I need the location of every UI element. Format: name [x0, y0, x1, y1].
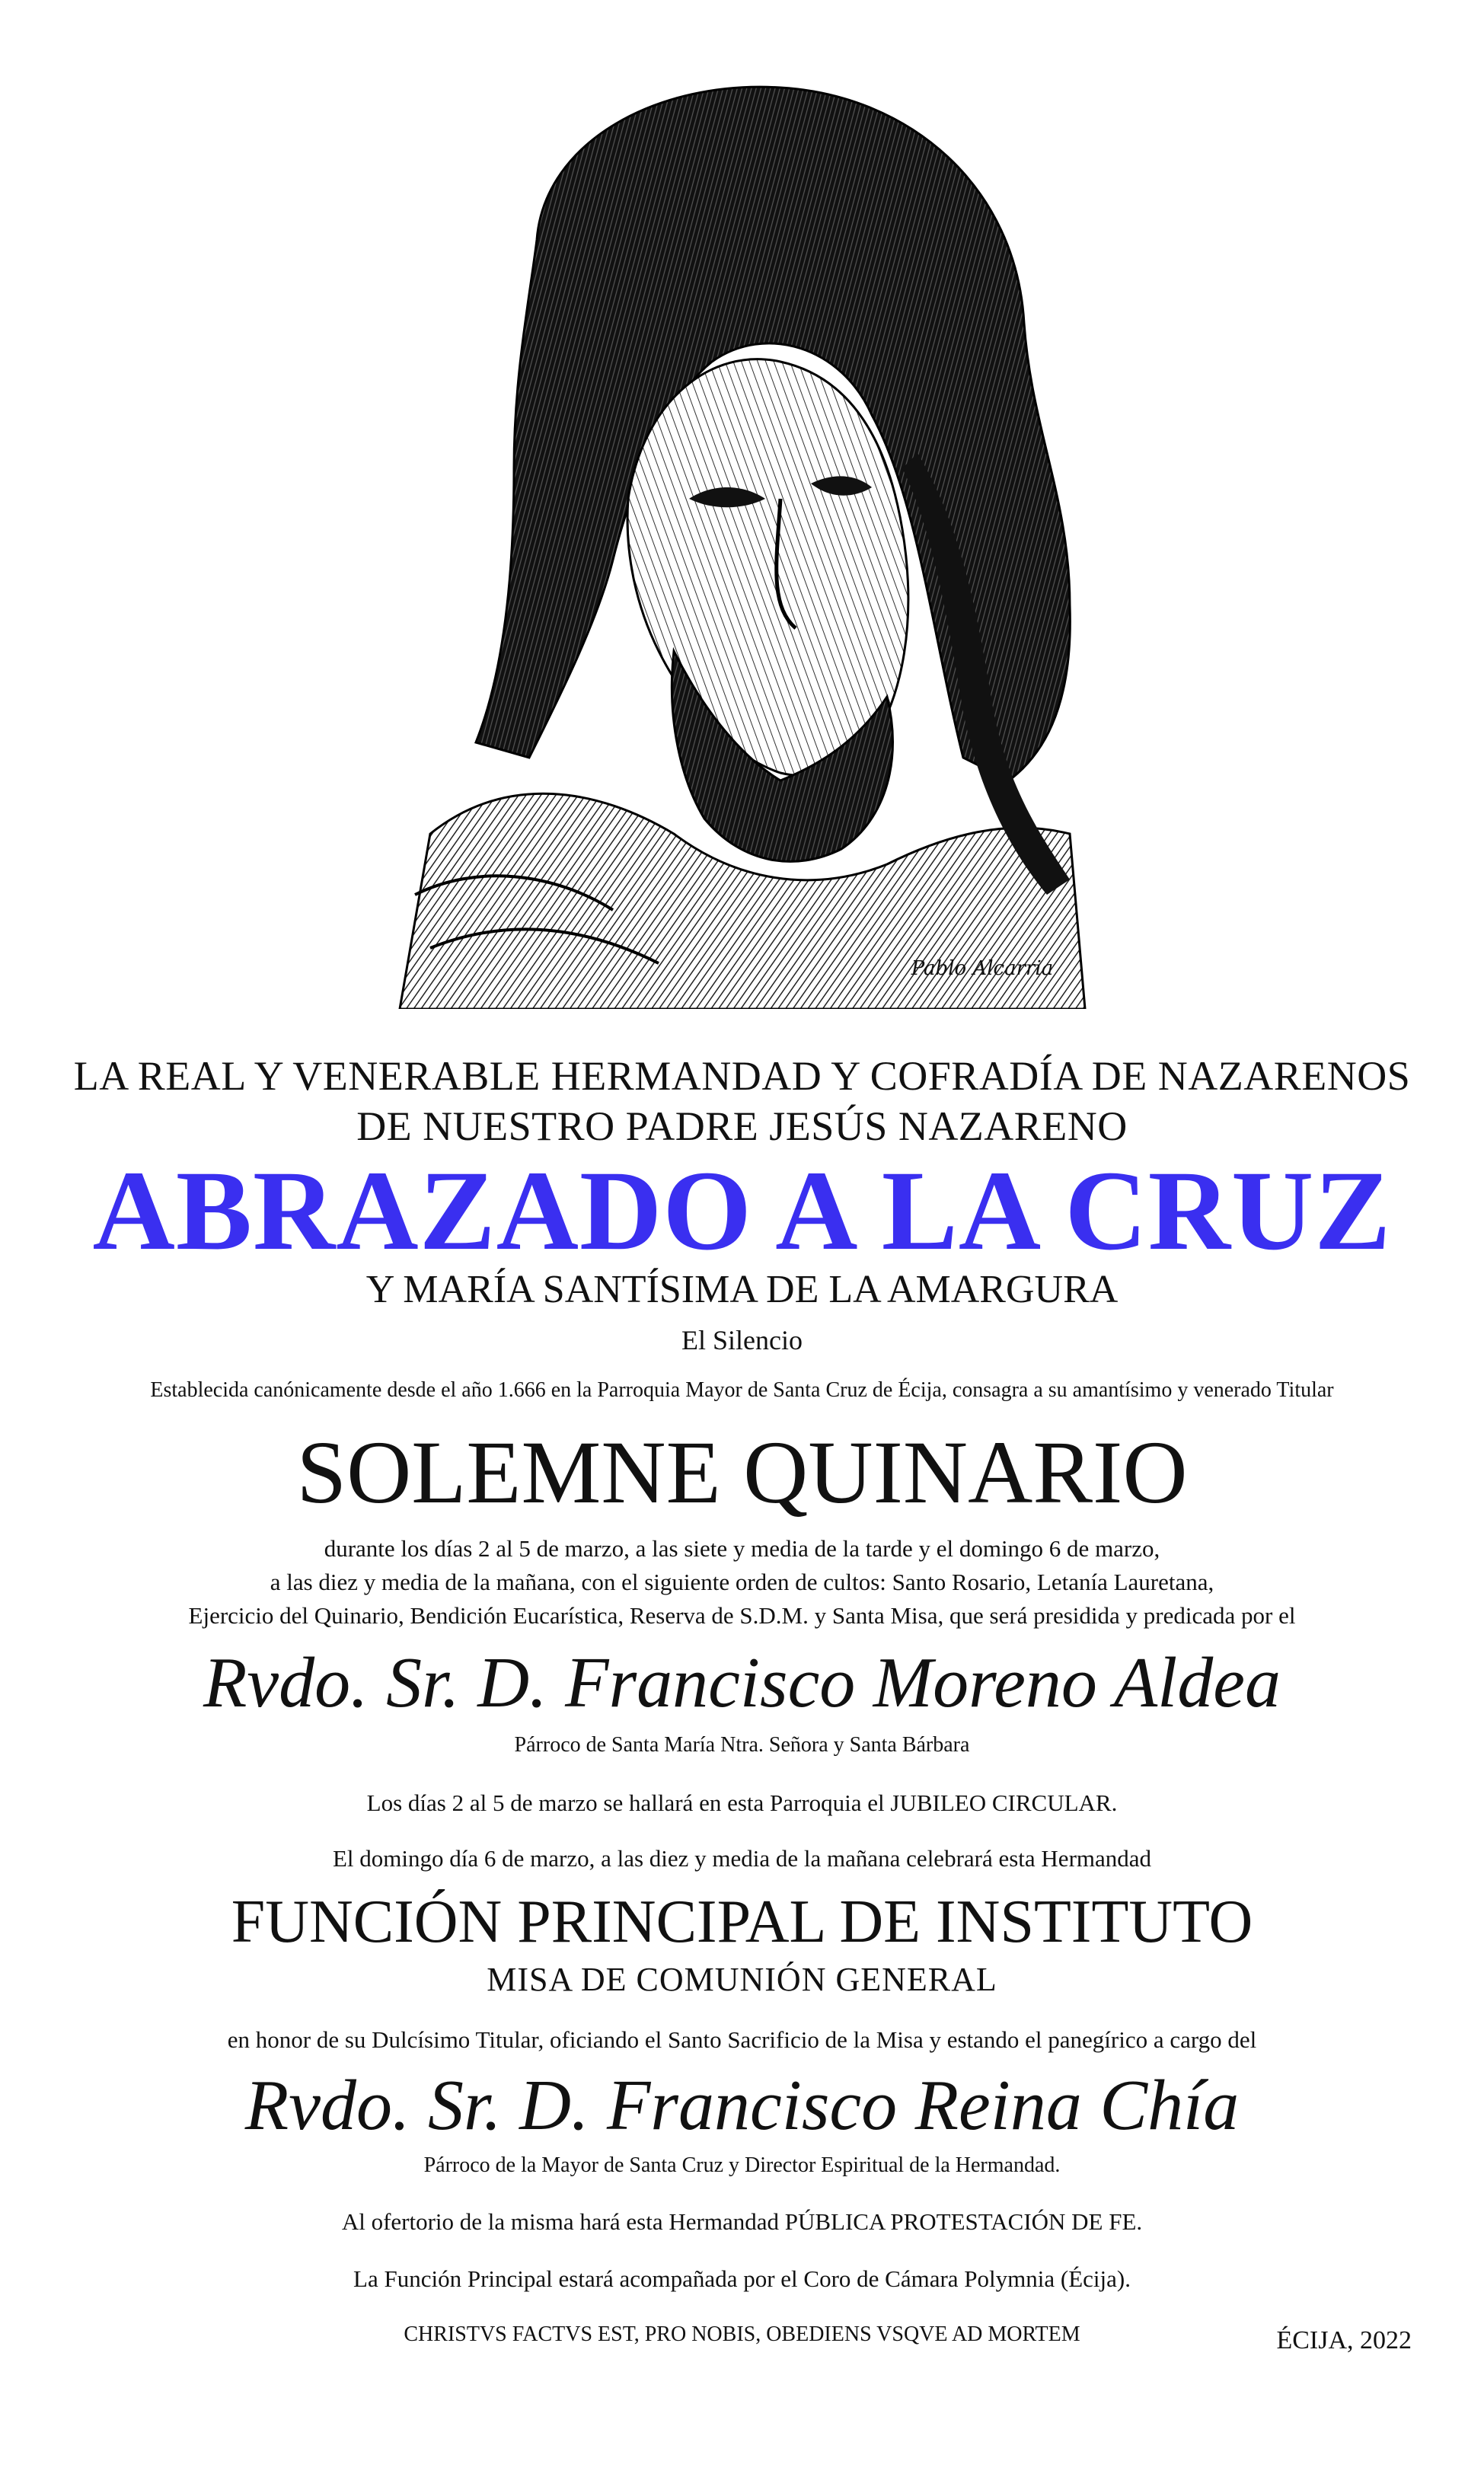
- quinario-preacher-role: Párroco de Santa María Ntra. Señora y Santa Bárbara: [514, 1733, 970, 1757]
- quinario-title: SOLEMNE QUINARIO: [296, 1422, 1188, 1522]
- motto-text: CHRISTVS FACTVS EST, PRO NOBIS, OBEDIENS VSQVE AD MORTEM: [404, 2322, 1080, 2346]
- funcion-intro: El domingo día 6 de marzo, a las diez y media de la mañana celebrará esta Hermandad: [332, 1845, 1152, 1872]
- header-line1: LA REAL Y VENERABLE HERMANDAD Y COFRADÍA DE NAZARENOS: [73, 1053, 1411, 1099]
- portrait-drawing: [385, 72, 1093, 1009]
- coro-text: La Función Principal estará acompañada por el Coro de Cámara Polymnia (Écija).: [353, 2265, 1131, 2292]
- place-date: ÉCIJA, 2022: [1276, 2326, 1412, 2354]
- funcion-title: FUNCIÓN PRINCIPAL DE INSTITUTO: [231, 1888, 1253, 1955]
- funcion-subtitle: MISA DE COMUNIÓN GENERAL: [487, 1961, 997, 1998]
- nickname: El Silencio: [681, 1325, 803, 1355]
- jubileo-text: Los días 2 al 5 de marzo se hallará en esta Parroquia el JUBILEO CIRCULAR.: [366, 1789, 1118, 1816]
- christ-portrait-icon: [385, 72, 1093, 1009]
- funcion-honor: en honor de su Dulcísimo Titular, oficiando el Santo Sacrificio de la Misa y estando el panegírico a cargo del: [227, 2026, 1257, 2053]
- established-text: Establecida canónicamente desde el año 1.666 en la Parroquia Mayor de Santa Cruz de Écija, consagra a su amantísimo y venerado Titular: [150, 1378, 1334, 1402]
- funcion-preacher-role: Párroco de la Mayor de Santa Cruz y Director Espiritual de la Hermandad.: [423, 2153, 1061, 2177]
- funcion-preacher: Rvdo. Sr. D. Francisco Reina Chía: [244, 2066, 1240, 2145]
- quinario-para-line1: durante los días 2 al 5 de marzo, a las siete y media de la tarde y el domingo 6 de marzo,: [324, 1535, 1160, 1562]
- quinario-para-line3: Ejercicio del Quinario, Bendición Eucarística, Reserva de S.D.M. y Santa Misa, que será presidida y predicada por el: [188, 1602, 1296, 1629]
- quinario-para-line2: a las diez y media de la mañana, con el siguiente orden de cultos: Santo Rosario, Letanía Lauretana,: [270, 1569, 1214, 1595]
- quinario-preacher: Rvdo. Sr. D. Francisco Moreno Aldea: [203, 1643, 1281, 1722]
- portrait-signature: Pablo Alcarria: [911, 957, 1054, 980]
- brotherhood-title: ABRAZADO A LA CRUZ: [92, 1148, 1392, 1274]
- ofertorio-text: Al ofertorio de la misma hará esta Hermandad PÚBLICA PROTESTACIÓN DE FE.: [341, 2208, 1143, 2235]
- header-line3: Y MARÍA SANTÍSIMA DE LA AMARGURA: [365, 1268, 1119, 1311]
- header-line2: DE NUESTRO PADRE JESÚS NAZARENO: [356, 1103, 1128, 1149]
